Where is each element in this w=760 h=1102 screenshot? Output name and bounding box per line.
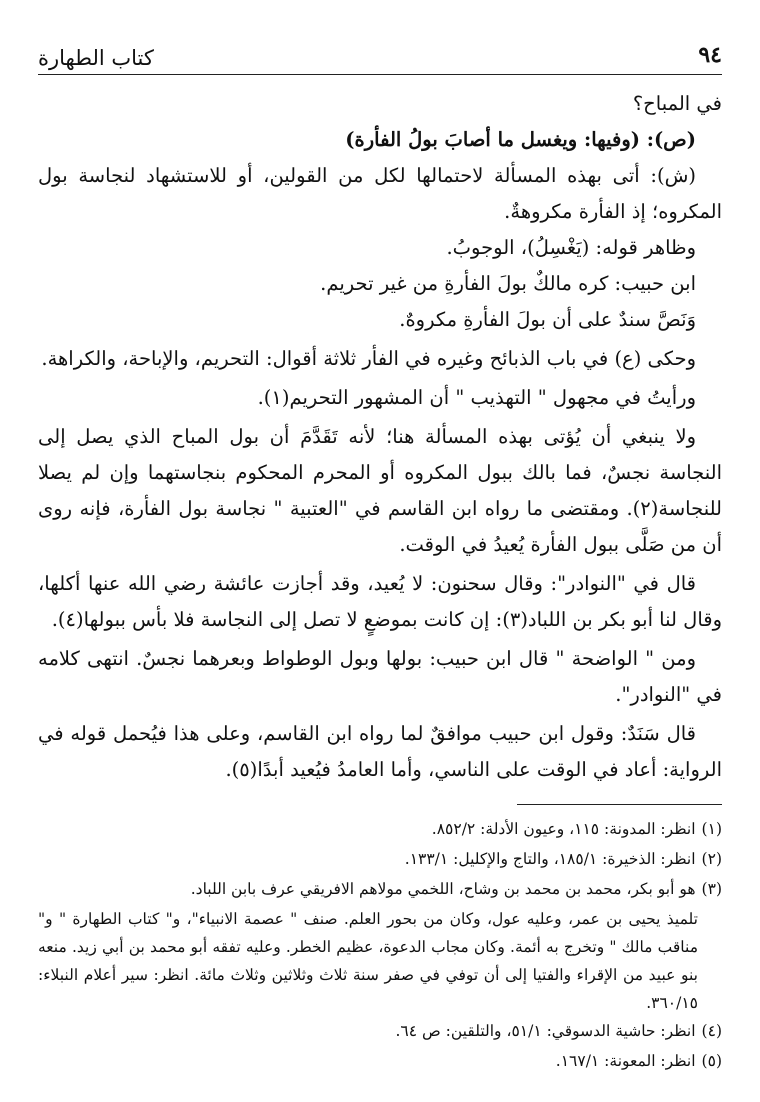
footnote-number: (٥) (701, 1052, 722, 1070)
footnote-text: انظر: الذخيرة: ١٨٥/١، والتاج والإكليل: ١٣٣/١. (404, 850, 696, 868)
book-page (38, 28, 722, 1077)
footnote-text: انظر: المدونة: ١١٥، وعيون الأدلة: ٨٥٢/٢. (431, 820, 696, 838)
footnote (38, 875, 722, 903)
body-paragraph: وحكى (ع) في باب الذبائح وغيره في الفأر ثلاثة أقوال: التحريم، والإباحة، والكراهة. (41, 347, 696, 370)
body-paragraph: وظاهر قوله: (يَغْسِلُ)، الوجوبُ. (446, 236, 696, 259)
footnote-text: انظر: المعونة: ١٦٧/١. (555, 1052, 696, 1070)
footnote-number: (٢) (701, 850, 722, 868)
footnote (38, 1047, 722, 1075)
footnote (38, 845, 722, 873)
body-paragraph: (ص): (وفيها: ويغسل ما أصابَ بولُ الفأرة) (345, 128, 696, 151)
running-title: كتاب الطهارة (38, 46, 154, 70)
body-paragraph: ابن حبيب: كره مالكٌ بولَ الفأرةِ من غير تحريم. (320, 272, 696, 295)
footnote-text: انظر: حاشية الدسوقي: ٥١/١، والتلقين: ص ٦٤. (395, 1022, 696, 1040)
body-paragraph: قال سَنَدٌ: وقول ابن حبيب موافقٌ لما رواه ابن القاسم، وعلى هذا فيُحمل قوله في الرواية: أعاد في الوقت على الناسي، وأما العامدُ فيُعيد أبدًا(٥). (38, 722, 722, 781)
running-header (38, 28, 722, 74)
footnote (38, 1017, 722, 1045)
footnote-separator (517, 804, 722, 805)
main-text (38, 86, 722, 788)
footnote-number: (٣) (701, 880, 722, 898)
footnote-number: (١) (701, 820, 722, 838)
body-paragraph: وَنَصَّ سندٌ على أن بولَ الفأرةِ مكروهٌ. (399, 308, 696, 331)
footnotes (38, 815, 722, 1075)
body-paragraph: ورأيتُ في مجهول " التهذيب " أن المشهور التحريم(١). (257, 386, 696, 409)
header-rule (38, 74, 722, 75)
footnote-number: (٤) (701, 1022, 722, 1040)
body-paragraph: (ش): أتى بهذه المسألة لاحتمالها لكل من القولين، أو للاستشهاد لنجاسة بول المكروه؛ إذ الفأرة مكروهةٌ. (38, 164, 722, 223)
footnote-continuation: تلميذ يحيى بن عمر، وعليه عول، وكان من بحور العلم. صنف " عصمة الانبياء"، و" كتاب الطهارة " و" مناقب مالك " وتخرج به أئمة. وكان مجاب الدعوة، عظيم الخطر. وعليه تفقه أبو محمد بن أبي زيد. منعه بنو عبيد من الإقراء والفتيا إلى أن توفي في صفر سنة ثلاث وثلاثين وثلاث مائة. انظر: سير أعلام النبلاء: ٣٦٠/١٥. (38, 910, 698, 1012)
footnote (38, 815, 722, 843)
page-number: ٩٤ (698, 42, 722, 68)
body-paragraph: ولا ينبغي أن يُؤتى بهذه المسألة هنا؛ لأنه تَقَدَّمَ أن بول المباح الذي يصل إلى النجاسة نجسٌ، فما بالك ببول المكروه أو المحرم المحكوم بنجاستهما وإن لم يصلا للنجاسة(٢). ومقتضى ما رواه ابن القاسم في "العتبية " نجاسة بول الفأرة، فإنه روى أن من صَلَّى ببول الفأرة يُعيدُ في الوقت. (38, 425, 722, 556)
footnote-text: هو أبو بكر، محمد بن محمد بن وشاح، اللخمي مولاهم الافريقي عرف بابن اللباد. (190, 880, 696, 898)
body-paragraph: ومن " الواضحة " قال ابن حبيب: بولها وبول الوطواط وبعرهما نجسٌ. انتهى كلامه في "النوادر". (38, 647, 722, 706)
body-paragraph: في المباح؟ (632, 92, 722, 115)
body-paragraph: قال في "النوادر": وقال سحنون: لا يُعيد، وقد أجازت عائشة رضي الله عنها أكلها، وقال لنا أبو بكر بن اللباد(٣): إن كانت بموضعٍ لا تصل إلى النجاسة فلا بأس ببولها(٤). (38, 572, 722, 631)
